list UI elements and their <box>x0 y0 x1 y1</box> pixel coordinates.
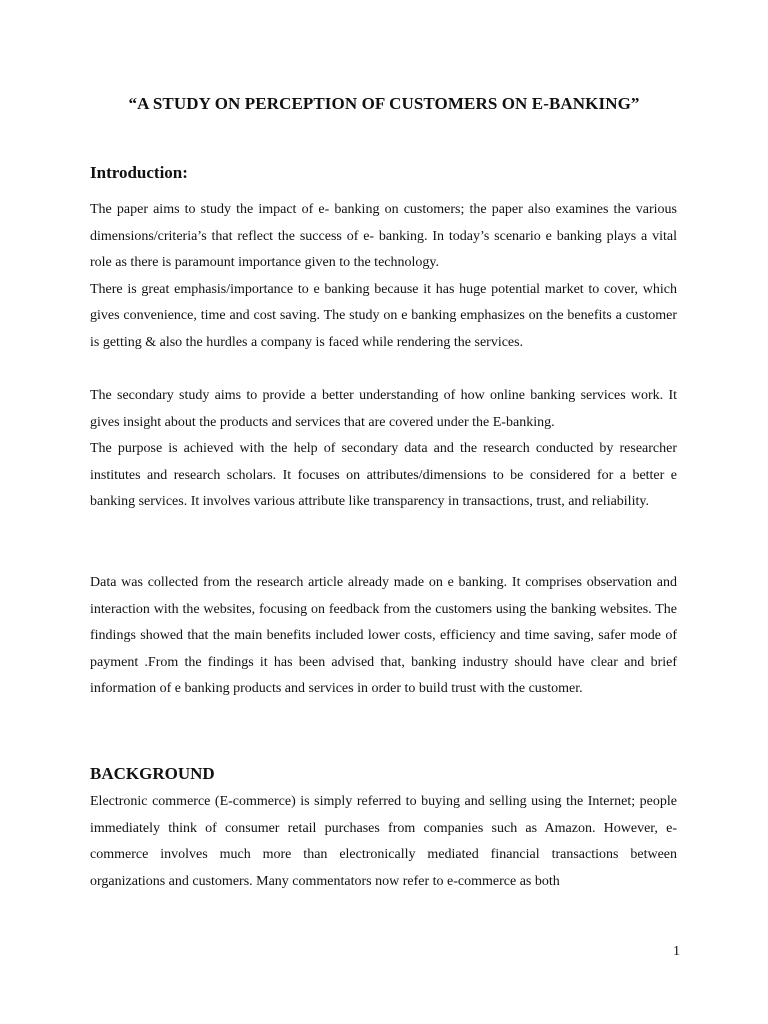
background-paragraph: Electronic commerce (E-commerce) is simply referred to buying and selling using the Internet; people immediately think of consumer retail purchases from companies such as Amazon. However, e-commerce involves much more than electronically mediated financial transactions between organizations and customers. Many commentators now refer to e-commerce as both <box>90 794 677 889</box>
page-number: 1 <box>673 944 680 959</box>
intro-paragraph-4: The purpose is achieved with the help of secondary data and the research conducted by researcher institutes and research scholars. It focuses on attributes/dimensions to be considered for a better e banking services. It involves various attribute like transparency in transactions, trust, and reliability. <box>90 441 677 510</box>
document-title: “A STUDY ON PERCEPTION OF CUSTOMERS ON E-BANKING” <box>128 94 640 113</box>
background-heading: BACKGROUND <box>90 764 215 783</box>
intro-section-2 <box>90 383 677 516</box>
intro-paragraph-5: Data was collected from the research article already made on e banking. It comprises observation and interaction with the websites, focusing on feedback from the customers using the banking websites. The findings showed that the main benefits included lower costs, efficiency and time saving, safer mode of payment .From the findings it has been advised that, banking industry should have clear and brief information of e banking products and services in order to build trust with the customer. <box>90 575 677 697</box>
background-section <box>90 789 677 895</box>
intro-paragraph-1: The paper aims to study the impact of e- banking on customers; the paper also examines the various dimensions/criteria’s that reflect the success of e- banking. In today’s scenario e banking plays a vital role as there is paramount importance given to the technology. <box>90 202 677 271</box>
intro-paragraph-3: The secondary study aims to provide a better understanding of how online banking services work. It gives insight about the products and services that are covered under the E-banking. <box>90 388 677 430</box>
intro-section-1 <box>90 197 677 357</box>
intro-section-3 <box>90 570 677 703</box>
introduction-heading: Introduction: <box>90 163 188 182</box>
intro-paragraph-2: There is great emphasis/importance to e banking because it has huge potential market to cover, which gives convenience, time and cost saving. The study on e banking emphasizes on the benefits a customer is getting & also the hurdles a company is faced while rendering the services. <box>90 281 677 350</box>
